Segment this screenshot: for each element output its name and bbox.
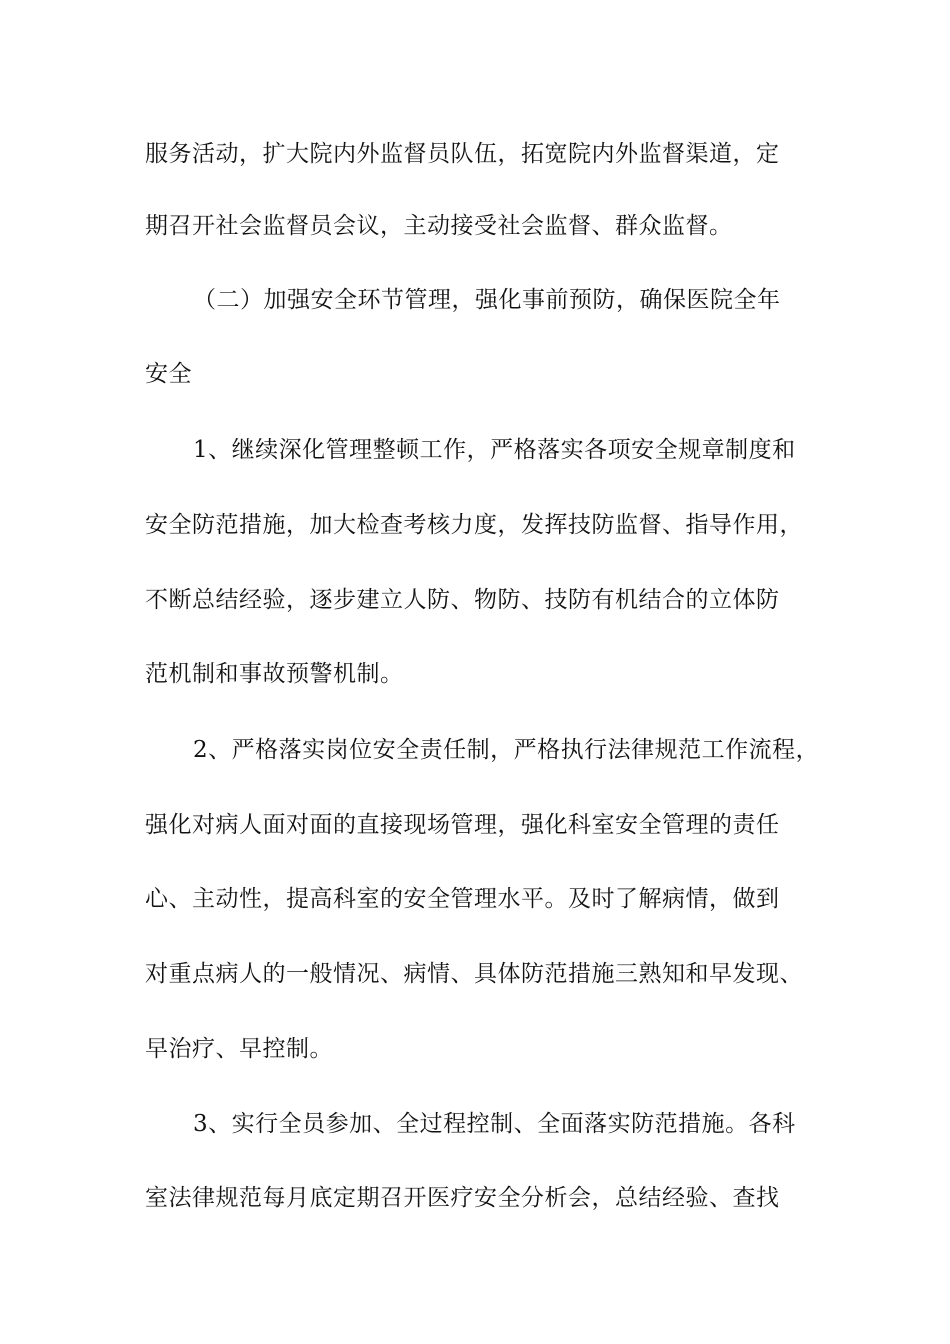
body-text-line: 服务活动，扩大院内外监督员队伍，拓宽院内外监督渠道，定	[145, 141, 780, 167]
section-heading-continued: 安全	[145, 361, 192, 387]
item-2-text: 2、严格落实岗位安全责任制，严格执行法律规范工作流程，	[193, 737, 820, 763]
item-3-text: 室法律规范每月底定期召开医疗安全分析会，总结经验、查找	[145, 1185, 780, 1211]
item-1-text: 范机制和事故预警机制。	[145, 661, 404, 687]
item-2-text: 早治疗、早控制。	[145, 1036, 333, 1062]
item-3-text: 3、实行全员参加、全过程控制、全面落实防范措施。各科	[193, 1111, 796, 1137]
item-1-text: 安全防范措施，加大检查考核力度，发挥技防监督、指导作用，	[145, 512, 803, 538]
section-heading: （二）加强安全环节管理，强化事前预防，确保医院全年	[193, 287, 781, 313]
body-text-line: 期召开社会监督员会议，主动接受社会监督、群众监督。	[145, 213, 733, 239]
item-2-text: 对重点病人的一般情况、病情、具体防范措施三熟知和早发现、	[145, 961, 803, 987]
item-1-text: 不断总结经验，逐步建立人防、物防、技防有机结合的立体防	[145, 587, 780, 613]
item-2-text: 心、主动性，提高科室的安全管理水平。及时了解病情，做到	[145, 886, 780, 912]
item-1-text: 1、继续深化管理整顿工作，严格落实各项安全规章制度和	[193, 437, 796, 463]
item-2-text: 强化对病人面对面的直接现场管理，强化科室安全管理的责任	[145, 812, 780, 838]
